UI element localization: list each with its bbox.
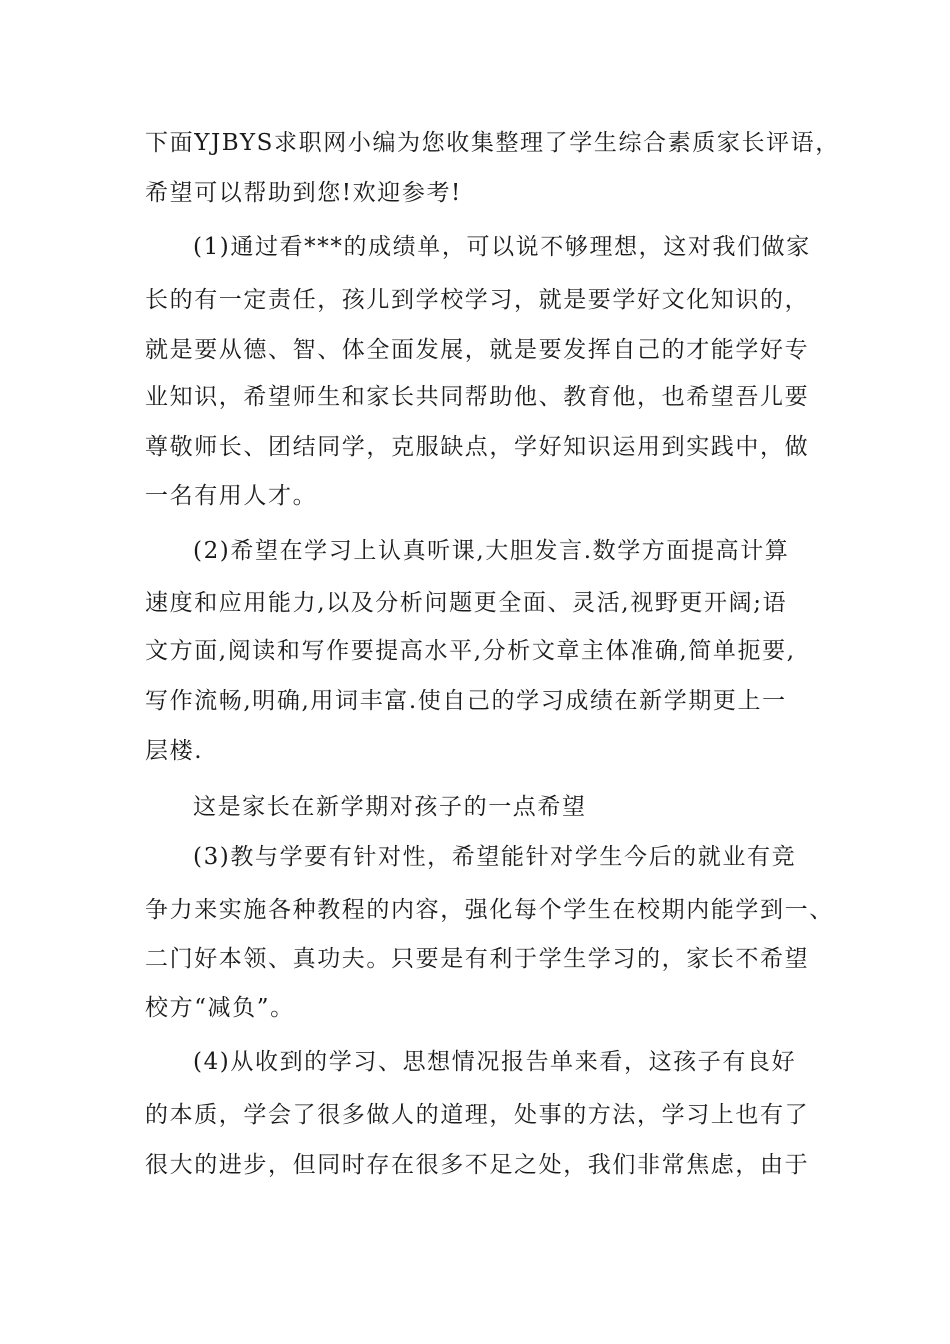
comment-2-line-4: 写作流畅,明确,用词丰富.使自己的学习成绩在新学期更上一 <box>145 688 787 714</box>
comment-3-line-2: 争力来实施各种教程的内容，强化每个学生在校期内能学到一、 <box>145 897 834 923</box>
comment-4-line-2: 的本质，学会了很多做人的道理，处事的方法，学习上也有了 <box>145 1102 810 1128</box>
comment-2-line-3: 文方面,阅读和写作要提高水平,分析文章主体准确,简单扼要, <box>145 638 796 664</box>
comment-4-line-1: (4)从收到的学习、思想情况报告单来看，这孩子有良好 <box>193 1049 797 1075</box>
comment-2-line-2: 速度和应用能力,以及分析问题更全面、灵活,视野更开阔;语 <box>145 590 788 616</box>
comment-2-line-5: 层楼. <box>145 738 204 764</box>
comment-1-line-1: (1)通过看***的成绩单，可以说不够理想，这对我们做家 <box>193 234 811 260</box>
comment-1-line-5: 尊敬师长、团结同学，克服缺点，学好知识运用到实践中，做 <box>145 434 810 460</box>
comment-1-line-6: 一名有用人才。 <box>145 483 318 509</box>
comment-1-line-4: 业知识，希望师生和家长共同帮助他、教育他，也希望吾儿要 <box>145 384 810 410</box>
intro-line-2: 希望可以帮助到您!欢迎参考! <box>145 180 462 206</box>
comment-3-line-3: 二门好本领、真功夫。只要是有利于学生学习的，家长不希望 <box>145 946 810 972</box>
comment-4-line-3: 很大的进步，但同时存在很多不足之处，我们非常焦虑，由于 <box>145 1152 810 1178</box>
intro-line-1: 下面YJBYS求职网小编为您收集整理了学生综合素质家长评语， <box>145 130 840 156</box>
comment-1-line-2: 长的有一定责任，孩儿到学校学习，就是要学好文化知识的， <box>145 287 810 313</box>
comment-1-line-3: 就是要从德、智、体全面发展，就是要发挥自己的才能学好专 <box>145 337 810 363</box>
comment-2-line-1: (2)希望在学习上认真听课,大胆发言.数学方面提高计算 <box>193 538 790 564</box>
comment-3-line-1: (3)教与学要有针对性，希望能针对学生今后的就业有竞 <box>193 844 797 870</box>
comment-2-note-line: 这是家长在新学期对孩子的一点希望 <box>193 794 587 820</box>
comment-3-line-4: 校方“减负”。 <box>145 995 295 1021</box>
